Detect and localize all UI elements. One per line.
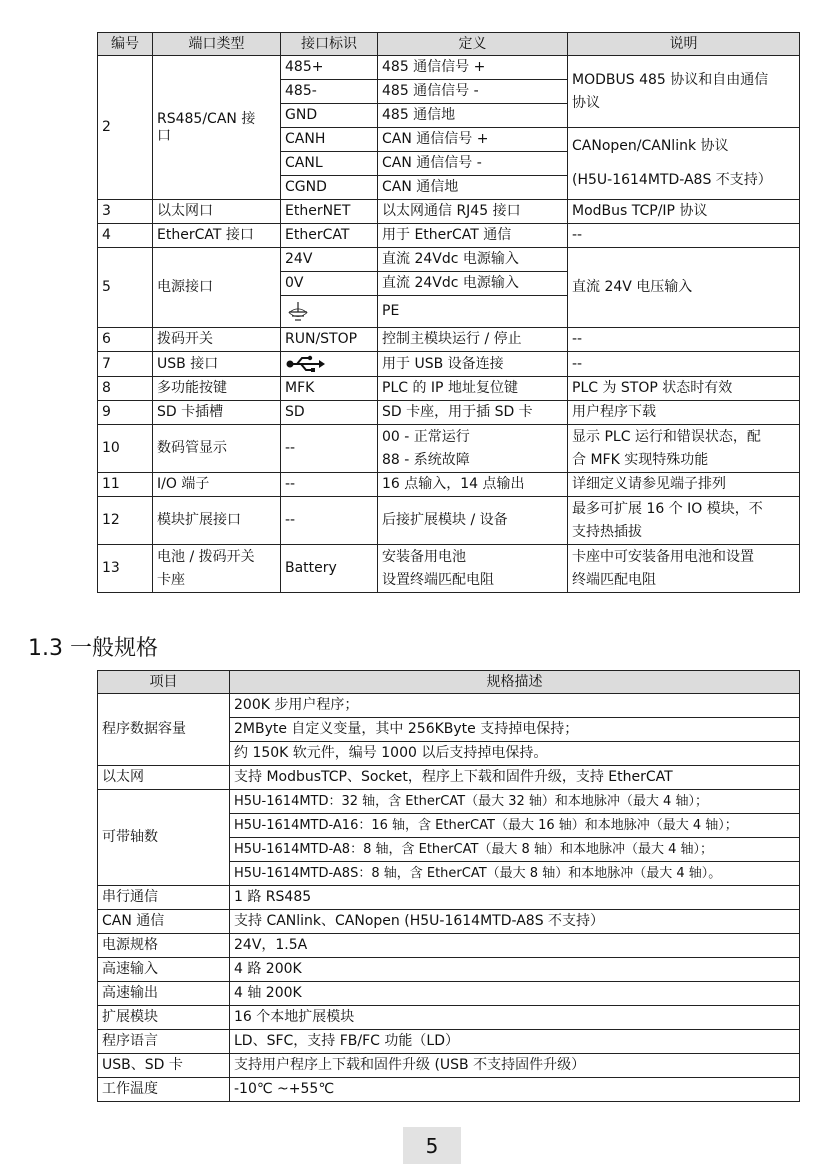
port-type-line: 电池 / 拨码开关 [157, 548, 255, 565]
port-type: 电源接口 [153, 248, 281, 328]
port-type [153, 56, 281, 200]
usb-icon [285, 355, 373, 373]
port-definition: 485 通信地 [378, 104, 568, 128]
port-definition: 16 点输入，14 点输出 [378, 473, 568, 497]
row-number: 6 [98, 328, 153, 352]
table-row [98, 248, 800, 272]
port-id: EtherNET [281, 200, 378, 224]
port-definition: 直流 24Vdc 电源输入 [378, 272, 568, 296]
spec-value: 2MByte 自定义变量，其中 256KByte 支持掉电保持； [230, 718, 800, 742]
spec-value: 16 个本地扩展模块 [230, 1006, 800, 1030]
port-id: RUN/STOP [281, 328, 378, 352]
port-definition: CAN 通信信号 - [378, 152, 568, 176]
port-id [281, 352, 378, 377]
spec-label: 高速输入 [98, 958, 230, 982]
port-description: 直流 24V 电压输入 [568, 248, 800, 328]
description-line: 显示 PLC 运行和错误状态，配 [572, 428, 761, 445]
port-definition: 485 通信信号 - [378, 80, 568, 104]
port-description: ModBus TCP/IP 协议 [568, 200, 800, 224]
spec-label: 工作温度 [98, 1078, 230, 1102]
table-row [98, 1078, 800, 1102]
header-item: 项目 [98, 671, 230, 694]
port-id: MFK [281, 377, 378, 401]
spec-value: LD、SFC，支持 FB/FC 功能（LD） [230, 1030, 800, 1054]
port-description: -- [568, 352, 800, 377]
table-row [98, 328, 800, 352]
description-line: 终端匹配电阻 [572, 571, 656, 588]
spec-table-header [98, 671, 800, 694]
spec-value: H5U-1614MTD-A8S：8 轴，含 EtherCAT（最大 8 轴）和本地脉冲（最大 4 轴）。 [230, 862, 800, 886]
port-id: CGND [281, 176, 378, 200]
description-line: (H5U-1614MTD-A8S 不支持） [572, 172, 772, 188]
spec-value: -10℃ ~+55℃ [230, 1078, 800, 1102]
protective-earth-icon [285, 301, 373, 323]
port-type [153, 545, 281, 593]
port-definition: CAN 通信信号 + [378, 128, 568, 152]
table-row [98, 790, 800, 814]
definition-line: 安装备用电池 [382, 548, 466, 565]
table-row [98, 545, 800, 593]
port-definition: 用于 USB 设备连接 [378, 352, 568, 377]
table-row [98, 473, 800, 497]
table-row [98, 886, 800, 910]
port-description [568, 425, 800, 473]
port-description [568, 545, 800, 593]
port-definition: SD 卡座，用于插 SD 卡 [378, 401, 568, 425]
port-type-line: RS485/CAN 接 [157, 110, 256, 127]
spec-value: 4 路 200K [230, 958, 800, 982]
port-id: SD [281, 401, 378, 425]
port-description: 详细定义请参见端子排列 [568, 473, 800, 497]
port-id: 0V [281, 272, 378, 296]
description-line: CANopen/CANlink 协议 [572, 138, 729, 154]
spec-value: H5U-1614MTD：32 轴，含 EtherCAT（最大 32 轴）和本地脉冲（最大 4 轴）； [230, 790, 800, 814]
spec-value: H5U-1614MTD-A16：16 轴，含 EtherCAT（最大 16 轴）和本地脉冲（最大 4 轴）； [230, 814, 800, 838]
row-number: 11 [98, 473, 153, 497]
port-type: SD 卡插槽 [153, 401, 281, 425]
table-row [98, 910, 800, 934]
description-line: 合 MFK 实现特殊功能 [572, 451, 709, 468]
row-number: 10 [98, 425, 153, 473]
port-id: EtherCAT [281, 224, 378, 248]
port-type: I/O 端子 [153, 473, 281, 497]
spec-table [97, 670, 800, 1102]
table-row [98, 694, 800, 718]
port-description: -- [568, 328, 800, 352]
port-id [281, 296, 378, 328]
spec-value: H5U-1614MTD-A8：8 轴，含 EtherCAT（最大 8 轴）和本地脉冲（最大 4 轴）； [230, 838, 800, 862]
header-port-id: 接口标识 [281, 33, 378, 56]
header-port-type: 端口类型 [153, 33, 281, 56]
spec-label: 高速输出 [98, 982, 230, 1006]
description-line: 最多可扩展 16 个 IO 模块，不 [572, 500, 763, 517]
port-type: 拨码开关 [153, 328, 281, 352]
port-type-line: 卡座 [157, 571, 185, 588]
table-row [98, 766, 800, 790]
port-definition: 以太网通信 RJ45 接口 [378, 200, 568, 224]
port-definition: 直流 24Vdc 电源输入 [378, 248, 568, 272]
row-number: 5 [98, 248, 153, 328]
spec-label: 扩展模块 [98, 1006, 230, 1030]
port-definition [378, 425, 568, 473]
spec-value: 支持 ModbusTCP、Socket，程序上下载和固件升级，支持 EtherCAT [230, 766, 800, 790]
spec-label: 以太网 [98, 766, 230, 790]
header-number: 编号 [98, 33, 153, 56]
header-spec: 规格描述 [230, 671, 800, 694]
row-number: 13 [98, 545, 153, 593]
table-row [98, 200, 800, 224]
port-id: -- [281, 497, 378, 545]
row-number: 8 [98, 377, 153, 401]
page-number [403, 1127, 461, 1164]
port-id: -- [281, 425, 378, 473]
port-table-header [98, 33, 800, 56]
row-number: 4 [98, 224, 153, 248]
spec-label: 可带轴数 [98, 790, 230, 886]
port-id: CANH [281, 128, 378, 152]
port-definition: 用于 EtherCAT 通信 [378, 224, 568, 248]
table-row [98, 352, 800, 377]
row-number: 7 [98, 352, 153, 377]
spec-value: 支持用户程序上下载和固件升级 (USB 不支持固件升级） [230, 1054, 800, 1078]
spec-label: 串行通信 [98, 886, 230, 910]
table-row [98, 1030, 800, 1054]
port-id: CANL [281, 152, 378, 176]
description-line: 支持热插拔 [572, 523, 642, 540]
row-number: 2 [98, 56, 153, 200]
spec-value: 约 150K 软元件，编号 1000 以后支持掉电保持。 [230, 742, 800, 766]
spec-label: 电源规格 [98, 934, 230, 958]
description-line: MODBUS 485 协议和自由通信 [572, 71, 769, 88]
port-definition: PE [378, 296, 568, 328]
port-description: PLC 为 STOP 状态时有效 [568, 377, 800, 401]
port-type: EtherCAT 接口 [153, 224, 281, 248]
spec-value: 4 轴 200K [230, 982, 800, 1006]
spec-value: 支持 CANlink、CANopen (H5U-1614MTD-A8S 不支持） [230, 910, 800, 934]
table-row [98, 56, 800, 80]
port-definition: CAN 通信地 [378, 176, 568, 200]
port-type: 数码管显示 [153, 425, 281, 473]
table-row [98, 958, 800, 982]
port-type-line: 口 [157, 127, 171, 144]
port-definition: 485 通信信号 + [378, 56, 568, 80]
port-id: GND [281, 104, 378, 128]
port-type: 以太网口 [153, 200, 281, 224]
port-description [568, 56, 800, 128]
spec-label: USB、SD 卡 [98, 1054, 230, 1078]
page-number-text: 5 [425, 1133, 439, 1158]
port-description [568, 128, 800, 200]
port-id: Battery [281, 545, 378, 593]
description-line: 协议 [572, 94, 600, 111]
port-table [97, 32, 800, 593]
port-id: 485- [281, 80, 378, 104]
port-definition: 控制主模块运行 / 停止 [378, 328, 568, 352]
port-description [568, 497, 800, 545]
port-type: 多功能按键 [153, 377, 281, 401]
table-row [98, 982, 800, 1006]
spec-value: 24V，1.5A [230, 934, 800, 958]
description-line: 卡座中可安装备用电池和设置 [572, 548, 754, 565]
port-type: USB 接口 [153, 352, 281, 377]
port-description: 用户程序下载 [568, 401, 800, 425]
spec-label: CAN 通信 [98, 910, 230, 934]
definition-line: 88 - 系统故障 [382, 451, 470, 468]
definition-line: 00 - 正常运行 [382, 428, 470, 445]
port-type: 模块扩展接口 [153, 497, 281, 545]
port-description: -- [568, 224, 800, 248]
port-definition [378, 545, 568, 593]
spec-label: 程序数据容量 [98, 694, 230, 766]
port-definition: PLC 的 IP 地址复位键 [378, 377, 568, 401]
table-row [98, 224, 800, 248]
table-row [98, 425, 800, 473]
row-number: 12 [98, 497, 153, 545]
table-row [98, 377, 800, 401]
table-row [98, 1054, 800, 1078]
table-row [98, 934, 800, 958]
spec-label: 程序语言 [98, 1030, 230, 1054]
row-number: 3 [98, 200, 153, 224]
table-row [98, 401, 800, 425]
port-definition: 后接扩展模块 / 设备 [378, 497, 568, 545]
table-row [98, 497, 800, 545]
definition-line: 设置终端匹配电阻 [382, 571, 494, 588]
row-number: 9 [98, 401, 153, 425]
port-id: -- [281, 473, 378, 497]
header-definition: 定义 [378, 33, 568, 56]
table-row [98, 1006, 800, 1030]
port-id: 24V [281, 248, 378, 272]
port-id: 485+ [281, 56, 378, 80]
spec-value: 1 路 RS485 [230, 886, 800, 910]
header-description: 说明 [568, 33, 800, 56]
spec-value: 200K 步用户程序； [230, 694, 800, 718]
section-title: 1.3 一般规格 [28, 636, 158, 661]
